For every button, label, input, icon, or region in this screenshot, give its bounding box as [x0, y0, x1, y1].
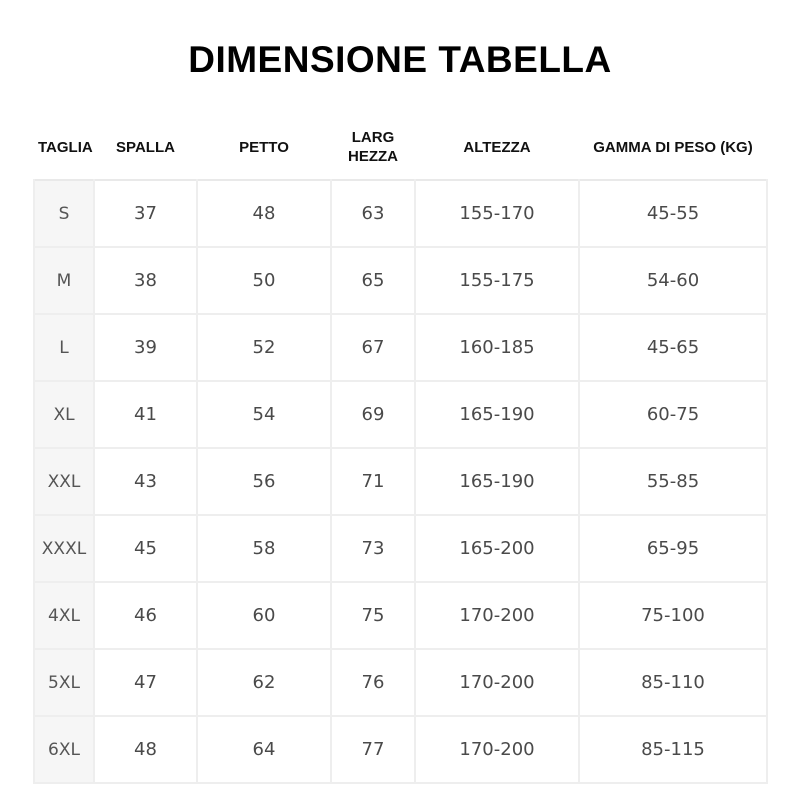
cell-spalla: 41 [94, 381, 197, 448]
table-row [34, 515, 767, 582]
cell-taglia: XL [34, 381, 94, 448]
cell-larghezza: 71 [331, 448, 415, 515]
cell-petto: 64 [197, 716, 331, 783]
header-row [34, 115, 767, 180]
cell-gamma-peso: 45-55 [579, 180, 767, 247]
size-table [33, 115, 768, 784]
size-table-container [33, 115, 766, 784]
cell-taglia: XXL [34, 448, 94, 515]
cell-altezza: 155-170 [415, 180, 579, 247]
cell-spalla: 48 [94, 716, 197, 783]
header-label: TAGLIA [38, 138, 93, 156]
header-gamma-peso [579, 115, 767, 180]
cell-altezza: 170-200 [415, 582, 579, 649]
table-row [34, 582, 767, 649]
cell-larghezza: 75 [331, 582, 415, 649]
cell-gamma-peso: 85-115 [579, 716, 767, 783]
header-label: GAMMA DI PESO (KG) [593, 138, 753, 156]
header-label: PETTO [239, 138, 289, 156]
cell-larghezza: 69 [331, 381, 415, 448]
cell-larghezza: 77 [331, 716, 415, 783]
cell-gamma-peso: 55-85 [579, 448, 767, 515]
cell-taglia: 6XL [34, 716, 94, 783]
cell-taglia: L [34, 314, 94, 381]
cell-taglia: XXXL [34, 515, 94, 582]
cell-petto: 62 [197, 649, 331, 716]
cell-gamma-peso: 54-60 [579, 247, 767, 314]
cell-altezza: 155-175 [415, 247, 579, 314]
cell-taglia: M [34, 247, 94, 314]
cell-spalla: 47 [94, 649, 197, 716]
header-label-line2: HEZZA [348, 148, 398, 165]
header-label: ALTEZZA [463, 138, 531, 156]
cell-petto: 56 [197, 448, 331, 515]
cell-spalla: 37 [94, 180, 197, 247]
cell-gamma-peso: 85-110 [579, 649, 767, 716]
table-row [34, 314, 767, 381]
cell-petto: 52 [197, 314, 331, 381]
cell-gamma-peso: 45-65 [579, 314, 767, 381]
cell-larghezza: 65 [331, 247, 415, 314]
cell-spalla: 45 [94, 515, 197, 582]
table-row [34, 448, 767, 515]
cell-gamma-peso: 65-95 [579, 515, 767, 582]
table-header [34, 115, 767, 180]
cell-altezza: 170-200 [415, 716, 579, 783]
cell-petto: 54 [197, 381, 331, 448]
table-row [34, 649, 767, 716]
table-row [34, 247, 767, 314]
cell-petto: 48 [197, 180, 331, 247]
cell-altezza: 165-190 [415, 448, 579, 515]
header-taglia [34, 115, 94, 180]
cell-gamma-peso: 60-75 [579, 381, 767, 448]
cell-altezza: 170-200 [415, 649, 579, 716]
cell-larghezza: 63 [331, 180, 415, 247]
cell-taglia: S [34, 180, 94, 247]
cell-taglia: 5XL [34, 649, 94, 716]
cell-spalla: 46 [94, 582, 197, 649]
cell-petto: 58 [197, 515, 331, 582]
table-row [34, 381, 767, 448]
header-petto [197, 115, 331, 180]
table-body [34, 180, 767, 783]
header-spalla [94, 115, 197, 180]
cell-altezza: 160-185 [415, 314, 579, 381]
cell-petto: 50 [197, 247, 331, 314]
header-larghezza [331, 115, 415, 180]
cell-spalla: 39 [94, 314, 197, 381]
table-row [34, 716, 767, 783]
cell-altezza: 165-200 [415, 515, 579, 582]
header-label: SPALLA [116, 138, 175, 156]
page-title: DIMENSIONE TABELLA [188, 39, 612, 80]
cell-petto: 60 [197, 582, 331, 649]
cell-spalla: 43 [94, 448, 197, 515]
cell-larghezza: 73 [331, 515, 415, 582]
cell-larghezza: 67 [331, 314, 415, 381]
cell-gamma-peso: 75-100 [579, 582, 767, 649]
cell-larghezza: 76 [331, 649, 415, 716]
cell-taglia: 4XL [34, 582, 94, 649]
header-altezza [415, 115, 579, 180]
cell-spalla: 38 [94, 247, 197, 314]
header-label: LARG [351, 129, 395, 146]
cell-altezza: 165-190 [415, 381, 579, 448]
table-row [34, 180, 767, 247]
